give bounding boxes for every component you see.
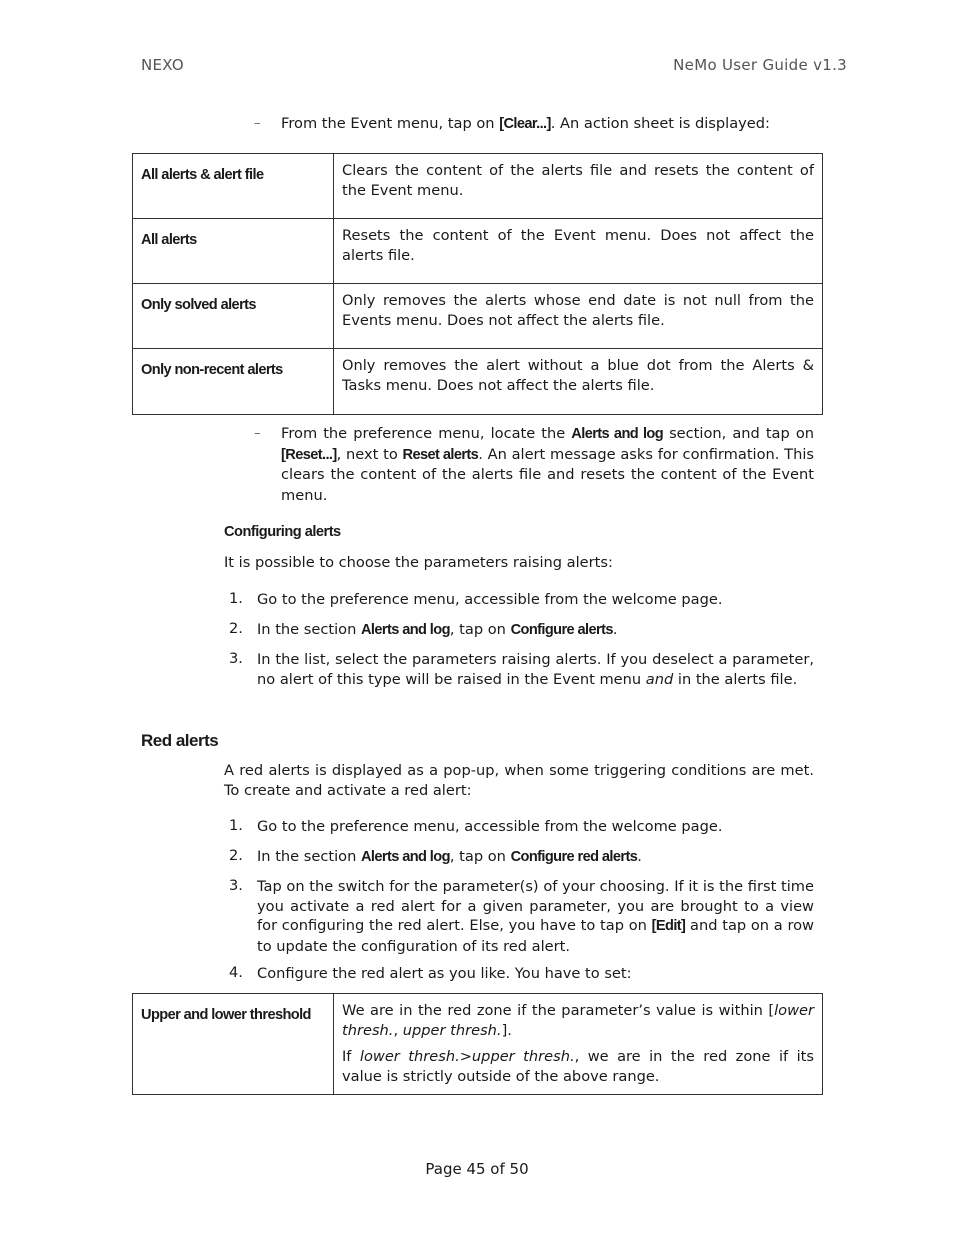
step-number: 1. [229, 590, 243, 607]
reset-action-label: [Reset...] [281, 446, 337, 463]
alerts-and-log-label: Alerts and log [571, 426, 664, 442]
option-name: All alerts [133, 219, 334, 284]
step-number: 1. [229, 817, 243, 834]
intro-text-end: . An action sheet is displayed: [550, 115, 770, 132]
configuring-step-2: In the section Alerts and log, tap on Configure alerts. [257, 621, 618, 638]
table-row [133, 349, 823, 415]
intro-text: From the Event menu, tap on [281, 115, 500, 132]
header-company: NEXO [141, 56, 185, 74]
intro-clear [281, 114, 821, 135]
table-row [133, 284, 823, 349]
dash-bullet: – [254, 426, 261, 441]
table-row [133, 219, 823, 284]
dash-bullet: – [254, 116, 261, 131]
option-description: Clears the content of the alerts file and resets the content of the Event menu. [334, 154, 823, 219]
configuring-step-1: Go to the preference menu, accessible from the welcome page. [257, 591, 723, 608]
configuring-step-3: In the list, select the parameters raising alerts. If you deselect a parameter, no alert of this type will be raised in the Event menu and in the alerts file. [257, 651, 814, 688]
threshold-table [132, 993, 823, 1095]
table-row [133, 994, 823, 1095]
step-number: 2. [229, 847, 243, 864]
option-name: All alerts & alert file [133, 154, 334, 219]
clear-options-table [132, 153, 823, 415]
reset-instructions: From the preference menu, locate the Alerts and log section, and tap on [Reset...], next to Reset alerts. An alert message asks for confirmation. This clears the content of the alerts file and resets the content of the Event menu. [281, 425, 815, 504]
step-number: 4. [229, 964, 243, 981]
configure-red-alerts-label: Configure red alerts [510, 849, 638, 865]
red-alerts-intro: A red alerts is displayed as a pop-up, when some triggering conditions are met. To create and activate a red alert: [224, 762, 814, 799]
edit-action-label: [Edit] [651, 918, 686, 934]
red-step-3: Tap on the switch for the parameter(s) of your choosing. If it is the first time you activate a red alert for a given parameter, you are brought to a view for configuring the red alert. Else, you have to tap on [Edit] and tap on a row to update the configuration of its red alert. [257, 878, 814, 955]
step-number: 3. [229, 877, 243, 894]
option-name: Only non-recent alerts [133, 349, 334, 415]
option-description: Only removes the alerts whose end date is not null from the Events menu. Does not affect the alerts file. [334, 284, 823, 349]
red-step-2: In the section Alerts and log, tap on Configure red alerts. [257, 848, 642, 865]
option-name: Only solved alerts [133, 284, 334, 349]
reset-alerts-label: Reset alerts [402, 446, 479, 463]
threshold-inverse-text: If lower thresh.>upper thresh., we are in the red zone if its value is strictly outside of the above range. [342, 1048, 814, 1085]
option-description: Resets the content of the Event menu. Does not affect the alerts file. [334, 219, 823, 284]
alerts-and-log-label: Alerts and log [360, 622, 450, 638]
step-number: 2. [229, 620, 243, 637]
configuring-alerts-heading: Configuring alerts [224, 524, 341, 540]
red-alerts-heading: Red alerts [141, 731, 219, 750]
table-row [133, 154, 823, 219]
option-description: Only removes the alert without a blue dot from the Alerts & Tasks menu. Does not affect the alerts file. [334, 349, 823, 415]
red-step-1: Go to the preference menu, accessible from the welcome page. [257, 818, 723, 835]
alerts-and-log-label: Alerts and log [360, 849, 450, 865]
header-doc-title: NeMo User Guide v1.3 [673, 56, 847, 74]
configure-alerts-label: Configure alerts [510, 622, 613, 638]
threshold-description [334, 994, 823, 1095]
red-step-4: Configure the red alert as you like. You have to set: [257, 965, 632, 982]
configuring-intro: It is possible to choose the parameters raising alerts: [224, 554, 613, 571]
threshold-range-text: We are in the red zone if the parameter’s value is within [lower thresh., upper thresh.]. [342, 1002, 814, 1039]
threshold-name: Upper and lower threshold [133, 994, 334, 1095]
step-number: 3. [229, 650, 243, 667]
clear-action-label: [Clear...] [499, 116, 551, 132]
page-number: Page 45 of 50 [425, 1160, 529, 1178]
